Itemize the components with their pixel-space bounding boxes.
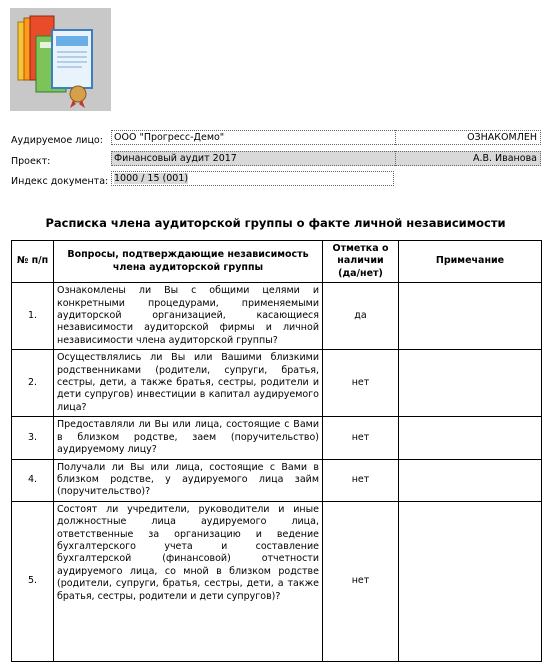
row-note[interactable] [399, 459, 542, 501]
table-row [12, 501, 542, 661]
auditee-label: Аудируемое лицо: [11, 135, 103, 146]
row-note[interactable] [399, 350, 542, 417]
row-question: Предоставляли ли Вы или лица, состоящие с Вами в близком родстве, заем (поручительство) аудируемому лицу? [54, 417, 323, 459]
row-answer[interactable]: нет [323, 350, 399, 417]
row-note[interactable] [399, 417, 542, 459]
row-note[interactable] [399, 283, 542, 350]
doc-index-value: 1000 / 15 (001) [114, 173, 189, 184]
row-question: Осуществлялись ли Вы или Вашими близкими родственниками (родители, супруги, братья, сестры, дети, а также братья, сестры, родители и дети супругов) инвестиции в капитал аудируемого лица? [54, 350, 323, 417]
row-question: Ознакомлены ли Вы с общими целями и конкретными процедурами, применяемыми аудиторской организацией, касающиеся независимости аудиторской фирмы и личной независимости члена аудиторской группы? [54, 283, 323, 350]
acquainted-label: ОЗНАКОМЛЕН [467, 132, 537, 143]
row-num: 4. [12, 459, 54, 501]
row-answer[interactable]: да [323, 283, 399, 350]
row-answer[interactable]: нет [323, 417, 399, 459]
field-divider [395, 151, 396, 166]
row-num: 2. [12, 350, 54, 417]
row-answer[interactable]: нет [323, 501, 399, 661]
document-title: Расписка члена аудиторской группы о факте личной независимости [45, 216, 506, 230]
table-row [12, 350, 542, 417]
project-value: Финансовый аудит 2017 [114, 153, 237, 164]
row-num: 5. [12, 501, 54, 661]
project-field[interactable] [111, 151, 541, 166]
row-question: Состоят ли учредители, руководители и иные должностные лица аудируемого лица, ответственные за организацию и ведение бухгалтерского учета и составление бухгалтерской (финансовой) отчетности аудируемого лица, со мной в близком родстве (родители, супруги, братья, сестры, дети, а также братья, сестры, родители и дети супругов)? [54, 501, 323, 661]
independence-table [11, 240, 542, 662]
doc-index-label: Индекс документа: [11, 176, 109, 187]
doc-index-field[interactable] [111, 171, 394, 186]
company-logo [10, 8, 111, 111]
table-row [12, 417, 542, 459]
table-row [12, 459, 542, 501]
field-divider [395, 130, 396, 145]
row-num: 3. [12, 417, 54, 459]
row-num: 1. [12, 283, 54, 350]
header-note: Примечание [399, 241, 542, 283]
header-mark: Отметка о наличии (да/нет) [323, 241, 399, 283]
header-question: Вопросы, подтверждающие независимость члена аудиторской группы [54, 241, 323, 283]
table-row [12, 283, 542, 350]
row-note[interactable] [399, 501, 542, 661]
header-num: № п/п [12, 241, 54, 283]
signer-name: А.В. Иванова [472, 153, 537, 164]
auditee-field[interactable] [111, 130, 541, 145]
row-question: Получали ли Вы или лица, состоящие с Вами в близком родстве, у аудируемого лица займ (поручительство)? [54, 459, 323, 501]
auditee-value: ООО "Прогресс-Демо" [114, 132, 225, 143]
row-answer[interactable]: нет [323, 459, 399, 501]
table-header-row [12, 241, 542, 283]
project-label: Проект: [11, 156, 51, 167]
